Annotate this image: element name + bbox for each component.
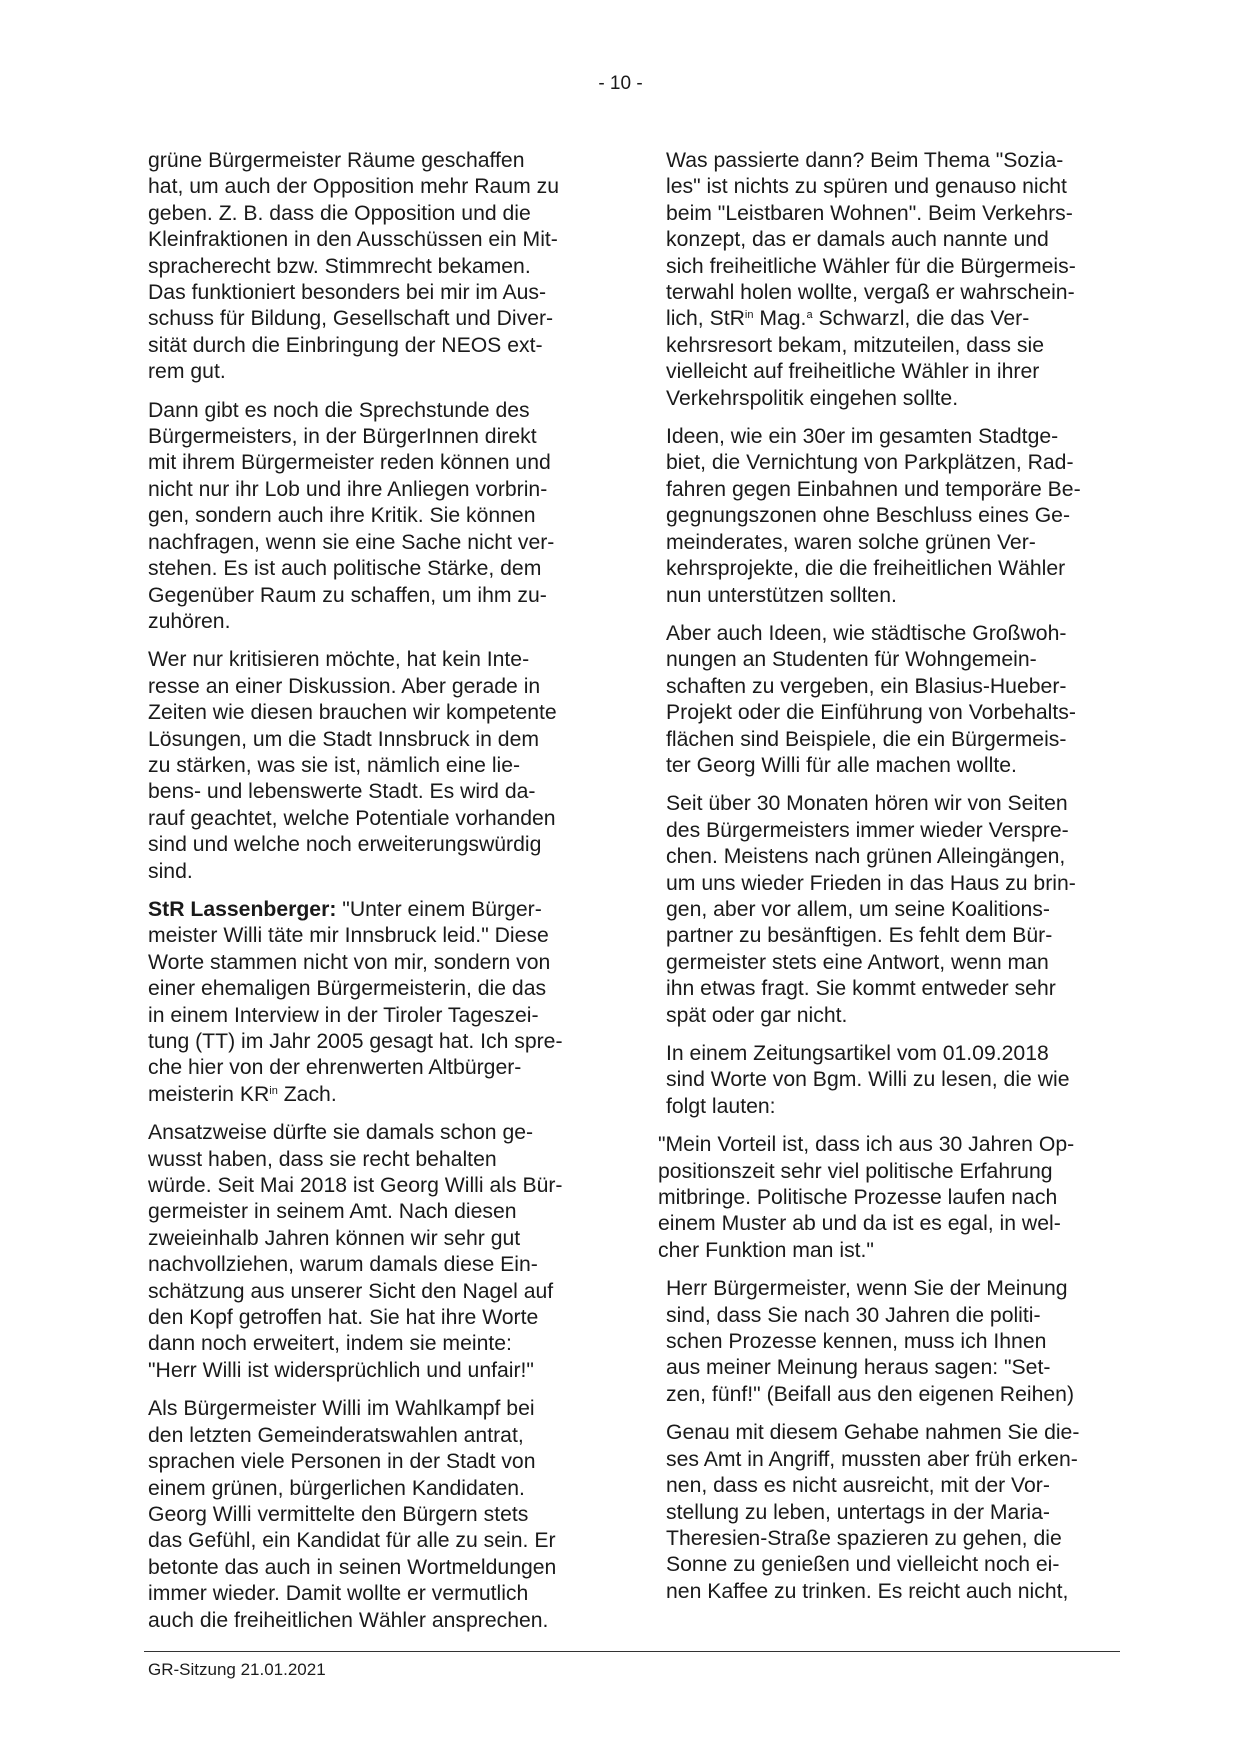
right-column [658, 148, 1118, 1617]
superscript: a [806, 309, 813, 322]
speaker-paragraph [148, 897, 600, 1108]
paragraph-text: Schwarzl, die das Ver- kehrsresort bekam, mitzuteilen, dass sie vielleicht auf freiheitliche Wähler in ihrer Verkehrspolitik eingehen sollte. [666, 307, 1044, 410]
paragraph: Wer nur kritisieren möchte, hat kein Inte- resse an einer Diskussion. Aber gerade in Zeiten wie diesen brauchen wir kompetente Lösungen, um die Stadt Innsbruck in dem zu stärken, was sie ist, nämlich eine lie- bens- und lebenswerte Stadt. Es wird da- rauf geachtet, welche Potentiale vorhanden sind und welche noch erweiterungswürdig sind. [148, 648, 557, 883]
superscript: in [744, 309, 754, 322]
paragraph-text: Zach. [277, 1082, 337, 1106]
speaker-name: StR Lassenberger: [148, 897, 337, 921]
paragraph: In einem Zeitungsartikel vom 01.09.2018 sind Worte von Bgm. Willi zu lesen, die wie folgt lauten: [666, 1042, 1070, 1118]
paragraph: grüne Bürgermeister Räume geschaffen hat, um auch der Opposition mehr Raum zu geben. Z. B. dass die Opposition und die Kleinfraktionen in den Ausschüssen ein Mit- spracherecht bzw. Stimmrecht bekamen. Das funktioniert besonders bei mir im Aus- schuss für Bildung, Gesellschaft und Diver- sität durch die Einbringung der NEOS ext- rem gut. [148, 149, 560, 384]
paragraph: Herr Bürgermeister, wenn Sie der Meinung sind, dass Sie nach 30 Jahren die politi- schen Prozesse kennen, muss ich Ihnen aus meiner Meinung heraus sagen: "Set- zen, fünf!" (Beifall aus den eigenen Reihen) [666, 1277, 1074, 1406]
paragraph: Seit über 30 Monaten hören wir von Seiten des Bürgermeisters immer wieder Verspre- chen. Meistens nach grünen Alleingängen, um uns wieder Frieden in das Haus zu brin- gen, aber vor allem, um seine Koalitions- partner zu besänftigen. Es fehlt dem Bür- germeister stets eine Antwort, wenn man ihn etwas fragt. Sie kommt entweder sehr spät oder gar nicht. [666, 792, 1076, 1027]
footer-text: GR-Sitzung 21.01.2021 [148, 1660, 326, 1679]
paragraph: Ideen, wie ein 30er im gesamten Stadtge- biet, die Vernichtung von Parkplätzen, Rad- fahren gegen Einbahnen und temporäre Be- gegnungszonen ohne Beschluss eines Ge- meinderates, waren solche grünen Ver- kehrsprojekte, die die freiheitlichen Wähler nun unterstützen sollten. [666, 425, 1081, 607]
footer-divider [144, 1651, 1120, 1652]
quote-paragraph: "Mein Vorteil ist, dass ich aus 30 Jahren Op- positionszeit sehr viel politische Erfahrung mitbringe. Politische Prozesse laufen nach einem Muster ab und da ist es egal, in wel- cher Funktion man ist." [658, 1133, 1075, 1262]
paragraph-text: Mag. [753, 307, 807, 331]
paragraph-text: "Unter einem Bürger- meister Willi täte mir Innsbruck leid." Diese Worte stammen nicht von mir, sondern von einer ehemaligen Bürgermeisterin, die das in einem Interview in der Tiroler Tageszei- tung (TT) im Jahr 2005 gesagt hat. Ich spre- che hier von der ehrenwerten Altbürger- meisterin KR [148, 897, 563, 1106]
paragraph-text: Was passierte dann? Beim Thema "Sozia- les" ist nichts zu spüren und genauso nicht beim "Leistbaren Wohnen". Beim Verkehrs- konzept, das er damals auch nannte und sich freiheitliche Wähler für die Bürgermeis- terwahl holen wollte, vergaß er wahrschein- lich, StR [666, 149, 1076, 331]
paragraph: Aber auch Ideen, wie städtische Großwoh- nungen an Studenten für Wohngemein- schaften zu vergeben, ein Blasius-Hueber- Projekt oder die Einführung von Vorbehalts- flächen sind Beispiele, die ein Bürgermeis- ter Georg Willi für alle machen wollte. [666, 621, 1076, 777]
page-number: - 10 - [598, 73, 643, 94]
paragraph: Als Bürgermeister Willi im Wahlkampf bei den letzten Gemeinderatswahlen antrat, sprachen viele Personen in der Stadt von einem grünen, bürgerlichen Kandidaten. Georg Willi vermittelte den Bürgern stets das Gefühl, ein Kandidat für alle zu sein. Er betonte das auch in seinen Wortmeldungen immer wieder. Damit wollte er vermutlich auch die freiheitlichen Wähler ansprechen. [148, 1397, 557, 1632]
paragraph [666, 148, 1118, 412]
paragraph: Ansatzweise dürfte sie damals schon ge- wusst haben, dass sie recht behalten würde. Seit Mai 2018 ist Georg Willi als Bür- germeister in seinem Amt. Nach diesen zweieinhalb Jahren können wir sehr gut nachvollziehen, warum damals diese Ein- schätzung aus unserer Sicht den Nagel auf den Kopf getroffen hat. Sie hat ihre Worte dann noch erweitert, indem sie meinte: "Herr Willi ist widersprüchlich und unfair!" [148, 1121, 563, 1382]
superscript: in [269, 1084, 278, 1097]
paragraph: Genau mit diesem Gehabe nahmen Sie die- ses Amt in Angriff, mussten aber früh erken- nen, dass es nicht ausreicht, mit der Vor- stellung zu leben, untertags in der Maria- Theresien-Straße spazieren zu gehen, die Sonne zu genießen und vielleicht noch ei- nen Kaffee zu trinken. Es reicht auch nicht, [666, 1421, 1080, 1603]
paragraph: Dann gibt es noch die Sprechstunde des Bürgermeisters, in der BürgerInnen direkt mit ihrem Bürgermeister reden können und nicht nur ihr Lob und ihre Anliegen vorbrin- gen, sondern auch ihre Kritik. Sie können nachfragen, wenn sie eine Sache nicht ver- stehen. Es ist auch politische Stärke, dem Gegenüber Raum zu schaffen, um ihm zu- zuhören. [148, 398, 555, 633]
left-column [148, 148, 600, 1646]
